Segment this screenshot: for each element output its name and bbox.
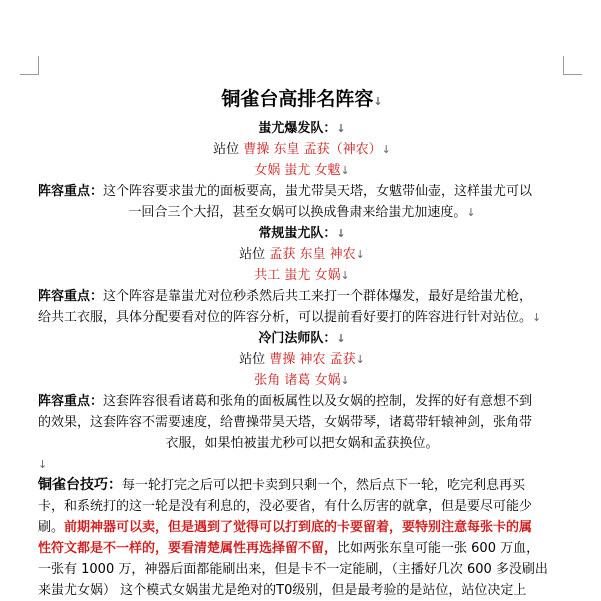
paragraph-text: 比如两张东皇可能一张 600 万血， — [337, 541, 540, 556]
position-row — [38, 265, 566, 286]
paragraph-line — [38, 391, 566, 412]
section-name: 冷门法师队： — [258, 331, 337, 346]
paragraph-text: 来蚩尤女娲） 这个模式女娲蚩尤是绝对的T0级别，但是最考验的是站位，站位决定上 — [38, 583, 527, 598]
position-row — [38, 244, 566, 265]
paragraph-line — [38, 475, 566, 496]
return-mark: ↓ — [336, 332, 346, 345]
document-title — [38, 84, 566, 114]
paragraph-text: 一回合三个大招，甚至女娲可以换成鲁肃来给蚩尤加速度。 — [128, 205, 467, 220]
paragraph-line — [38, 559, 566, 580]
title-text: 铜雀台高排名阵容 — [221, 88, 374, 110]
paragraph-text: 这个阵容是靠蚩尤对位秒杀然后共工来打一个群体爆发，最好是给蚩尤枪， — [103, 289, 533, 304]
paragraph-text: 每一轮打完之后可以把卡卖到只剩一个，然后点下一轮，吃完利息再买 — [122, 478, 526, 493]
paragraph-text: 的效果，这套阵容不需要速度，给曹操带昊天塔，女娲带琴，诸葛带轩辕神剑，张角带 — [38, 415, 533, 430]
paragraph-line — [38, 412, 566, 433]
section-name: 蚩尤爆发队： — [258, 121, 337, 136]
return-mark: ↓ — [340, 374, 350, 387]
paragraph-line — [38, 286, 566, 307]
position-row — [38, 349, 566, 370]
position-heroes: 女娲 蚩尤 女魃 — [254, 163, 341, 178]
position-heroes: 共工 蚩尤 女娲 — [254, 268, 341, 283]
paragraph-line — [38, 538, 566, 559]
section-heading — [38, 328, 566, 349]
paragraph-line — [38, 580, 566, 601]
position-heroes: 曹操 神农 孟获 — [269, 352, 356, 367]
position-row — [38, 139, 566, 160]
tips-lead: 铜雀台技巧： — [38, 477, 122, 493]
position-heroes: 孟获 东皇 神农 — [269, 247, 356, 262]
key-point-paragraph — [38, 286, 566, 328]
paragraph-line — [38, 307, 566, 328]
return-mark: ↓ — [340, 269, 350, 282]
key-point-paragraph — [38, 181, 566, 223]
document-body[interactable] — [38, 80, 566, 601]
return-mark: ↓ — [336, 227, 346, 240]
key-point-paragraph — [38, 391, 566, 454]
paragraph-text: 给共工衣服，具体分配要看对位的阵容分析，可以提前看好要打的阵容进行针对站位。 — [38, 310, 533, 325]
paragraph-line — [38, 496, 566, 517]
return-mark: ↓ — [340, 164, 350, 177]
return-mark: ↓ — [38, 458, 48, 471]
position-heroes: 张角 诸葛 女娲 — [254, 373, 341, 388]
section-heading — [38, 223, 566, 244]
key-point-label: 阵容重点： — [38, 394, 104, 409]
key-point-label: 阵容重点： — [38, 184, 104, 199]
paragraph-line — [38, 433, 566, 454]
paragraph-text: 这个阵容要求蚩尤的面板要高，蚩尤带昊天塔，女魃带仙壶，这样蚩尤可以 — [103, 184, 533, 199]
position-label: 站位 — [213, 142, 240, 157]
return-mark: ↓ — [381, 143, 391, 156]
paragraph-line — [38, 181, 566, 202]
paragraph-text: 衣服，如果怕被蚩尤秒可以把女娲和孟获换位。 — [165, 436, 439, 451]
position-row — [38, 370, 566, 391]
section-heading — [38, 118, 566, 139]
highlight-text: 性符文都是不一样的，要看清楚属性再选择留不留， — [38, 541, 338, 556]
position-label: 站位 — [239, 352, 266, 367]
position-row — [38, 160, 566, 181]
paragraph-text: 一张有 1000 万，神器后面都能刷出来，但是卡不一定能刷，（主播好几次 600 多没刷出 — [38, 562, 548, 577]
key-point-label: 阵容重点： — [38, 289, 104, 304]
section-name: 常规蚩尤队： — [258, 226, 337, 241]
return-mark: ↓ — [355, 353, 365, 366]
paragraph-text: 刷。 — [38, 520, 65, 535]
highlight-text: 前期神器可以卖，但是遇到了觉得可以打到底的卡要留着，要特别注意每张卡的属 — [64, 520, 533, 535]
return-mark: ↓ — [466, 206, 476, 219]
position-heroes: 曹操 东皇 孟获（神农） — [243, 142, 382, 157]
margin-corner-top-right — [563, 56, 582, 75]
empty-line — [38, 454, 566, 475]
return-mark: ↓ — [336, 122, 346, 135]
paragraph-line — [38, 202, 566, 223]
position-label: 站位 — [239, 247, 266, 262]
return-mark: ↓ — [532, 311, 542, 324]
paragraph-text: 卡，和系统打的这一轮是没有利息的，没必要省，有什么厉害的就拿，但是要尽可能少 — [38, 499, 533, 514]
tips-paragraph — [38, 475, 566, 601]
paragraph-line — [38, 517, 566, 538]
return-mark: ↓ — [373, 95, 383, 108]
paragraph-text: 这套阵容很看诸葛和张角的面板属性以及女娲的控制，发挥的好有意想不到 — [103, 394, 533, 409]
margin-corner-top-left — [20, 56, 39, 75]
return-mark: ↓ — [355, 248, 365, 261]
